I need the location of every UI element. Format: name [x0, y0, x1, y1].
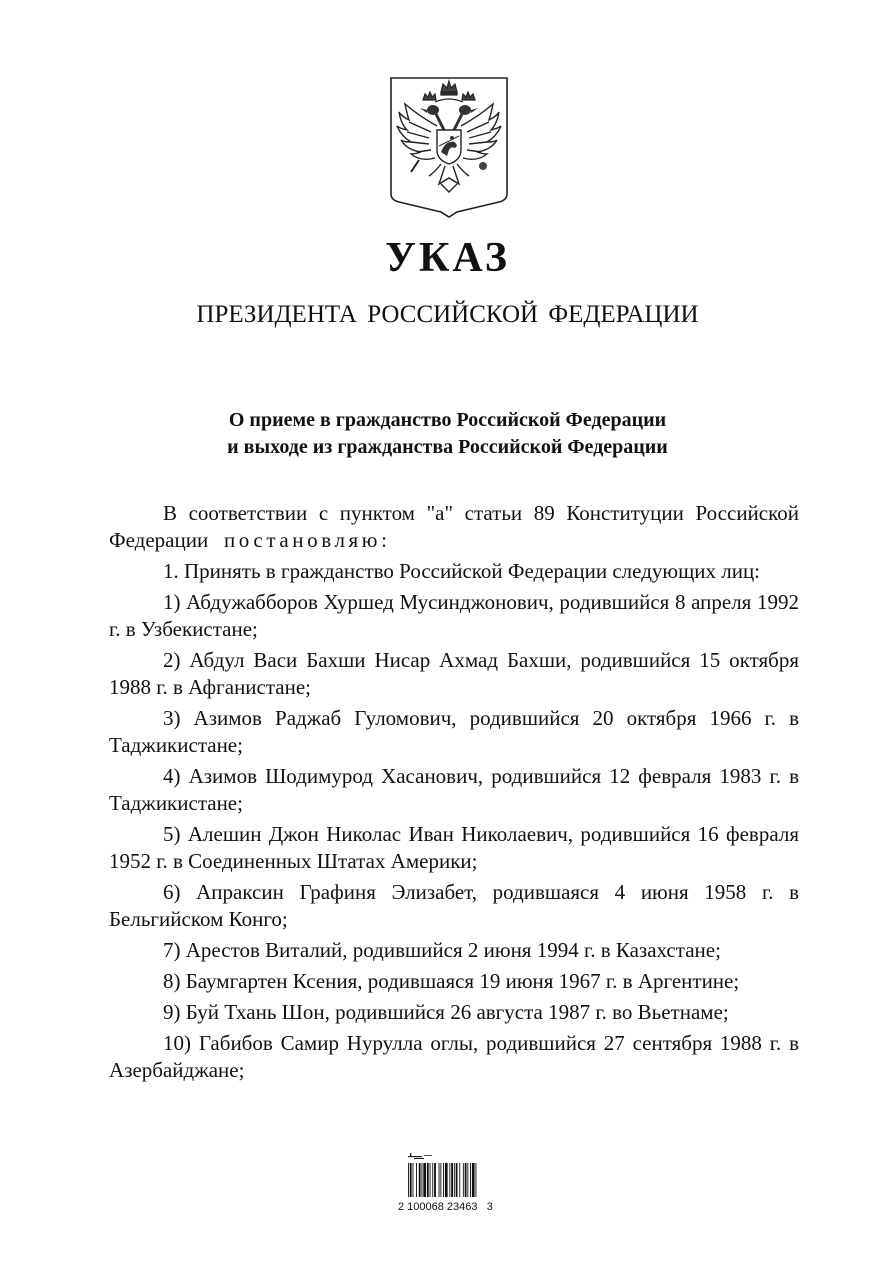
list-item: 7) Арестов Виталий, родившийся 2 июня 1994 г. в Казахстане;	[163, 938, 721, 962]
list-item: 6) Апраксин Графиня Элизабет, родившаяся 4 июня 1958 г. в Бельгийском Конго;	[109, 880, 799, 931]
decree-heading	[0, 407, 895, 461]
preamble-text: В соответствии с пунктом "а" статьи 89 Конституции Российской Федерации	[109, 501, 799, 552]
barcode-bar	[423, 1163, 426, 1197]
list-item: 5) Алешин Джон Николас Иван Николаевич, родившийся 16 февраля 1952 г. в Соединенных Штатах Америки;	[109, 822, 799, 873]
list-item: 2) Абдул Васи Бахши Нисар Ахмад Бахши, родившийся 15 октября 1988 г. в Афганистане;	[109, 648, 799, 699]
barcode-bar	[419, 1163, 421, 1197]
decree-heading-line-2: и выходе из гражданства Российской Федерации	[227, 436, 668, 458]
list-item: 9) Буй Тхань Шон, родившийся 26 августа 1987 г. во Вьетнаме;	[163, 1000, 729, 1024]
barcode-bar	[449, 1163, 450, 1197]
list-item: 10) Габибов Самир Нурулла оглы, родившийся 27 сентября 1988 г. в Азербайджане;	[109, 1031, 799, 1082]
barcode-bar	[416, 1163, 417, 1197]
preamble-decree-word: постановляю:	[223, 528, 391, 552]
barcode-bar	[408, 1163, 409, 1197]
coat-of-arms-icon	[389, 76, 509, 218]
barcode-bar	[434, 1163, 436, 1197]
decree-body	[109, 500, 799, 1084]
barcode-bar	[427, 1163, 429, 1197]
document-title: УКАЗ	[385, 235, 510, 281]
list-item: 4) Азимов Шодимурод Хасанович, родившийся 12 февраля 1983 г. в Таджикистане;	[109, 764, 799, 815]
barcode-number: 2 100068 23463 3	[398, 1201, 493, 1213]
barcode-bar	[410, 1163, 412, 1197]
barcode-bar	[454, 1163, 455, 1197]
barcode-bar	[432, 1163, 433, 1197]
barcode-bar	[459, 1163, 460, 1197]
preamble-paragraph	[109, 500, 799, 554]
barcode-bar	[476, 1163, 477, 1197]
list-item: 3) Азимов Раджаб Гуломович, родившийся 20 октября 1966 г. в Таджикистане;	[109, 706, 799, 757]
list-item: 8) Баумгартен Ксения, родившаяся 19 июня 1967 г. в Аргентине;	[163, 969, 740, 993]
barcode-bar	[430, 1163, 431, 1197]
document-subtitle: ПРЕЗИДЕНТА РОССИЙСКОЙ ФЕДЕРАЦИИ	[196, 301, 699, 328]
barcode-bar	[413, 1163, 414, 1197]
barcode-bar	[440, 1163, 441, 1197]
barcode-bar	[451, 1163, 453, 1197]
barcode-bar	[465, 1163, 467, 1197]
barcode-bar	[472, 1163, 475, 1197]
barcode-bar	[456, 1163, 458, 1197]
barcode-bar	[463, 1163, 464, 1197]
barcode-bar	[422, 1163, 423, 1197]
clause-1: 1. Принять в гражданство Российской Федерации следующих лиц:	[163, 559, 761, 583]
barcode-bar	[467, 1163, 468, 1197]
barcode-bar	[439, 1163, 440, 1197]
decree-heading-line-1: О приеме в гражданство Российской Федерации	[228, 409, 667, 431]
list-item: 1) Абдужабборов Хуршед Мусинджонович, родившийся 8 апреля 1992 г. в Узбекистане;	[109, 590, 799, 641]
barcode-bar	[470, 1163, 471, 1197]
barcode-bar	[445, 1163, 448, 1197]
barcode-bar	[443, 1163, 444, 1197]
